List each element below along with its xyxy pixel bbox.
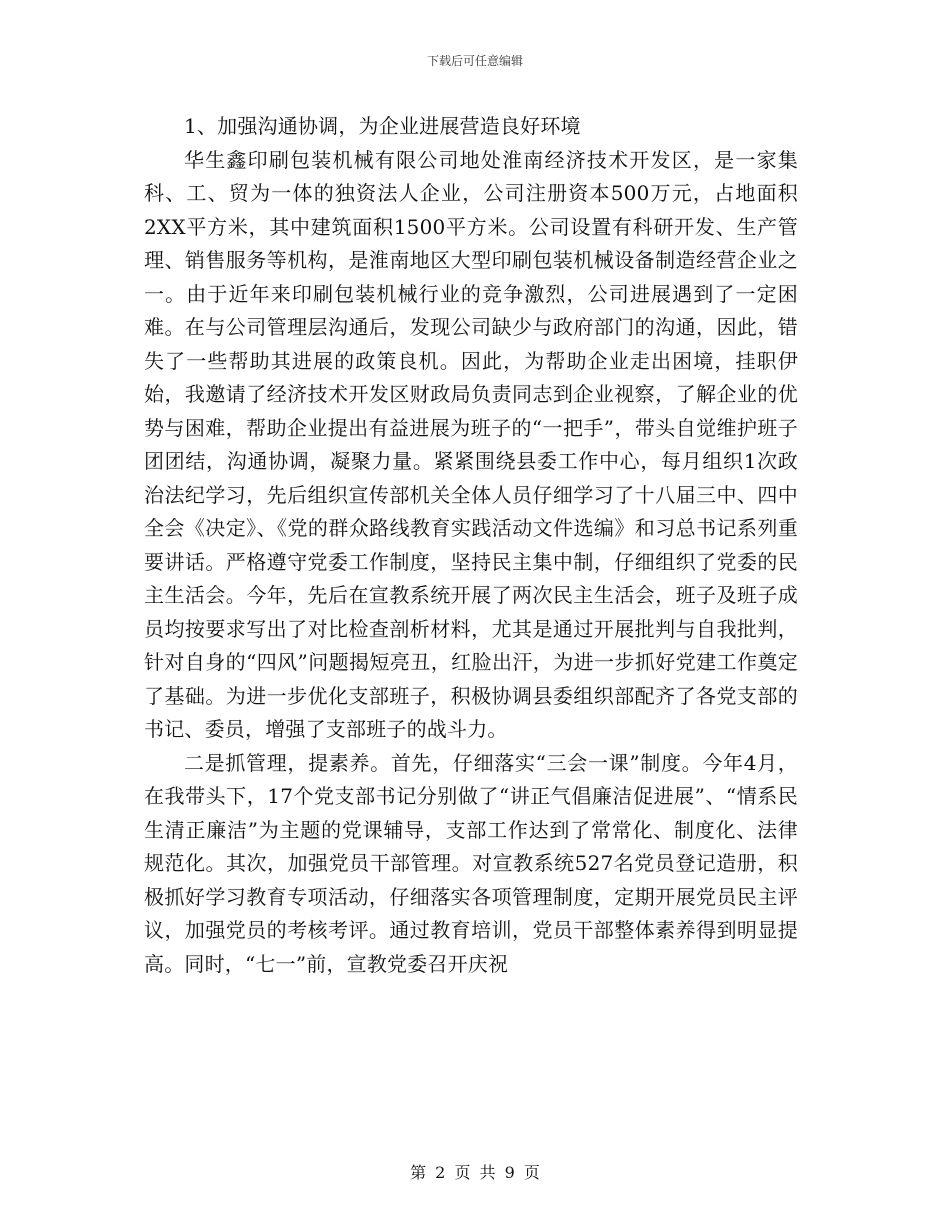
section-heading: 1、加强沟通协调，为企业进展营造良好环境 (184, 114, 581, 138)
page-footer-number: 第 2 页 共 9 页 (410, 1163, 540, 1182)
body-paragraph: 华生鑫印刷包装机械有限公司地处淮南经济技术开发区，是一家集科、工、贸为一体的独资法人企业，公司注册资本500万元，占地面积2XX平方米，其中建筑面积1500平方米。公司设置有科研开发、生产管理、销售服务等机构，是淮南地区大型印刷包装机械设备制造经营企业之一。由于近年来印刷包装机械行业的竞争激烈，公司进展遇到了一定困难。在与公司管理层沟通后，发现公司缺少与政府部门的沟通，因此，错失了一些帮助其进展的政策良机。因此，为帮助企业走出困境，挂职伊始，我邀请了经济技术开发区财政局负责同志到企业视察，了解企业的优势与困难，帮助企业提出有益进展为班子的“一把手”，带头自觉维护班子团团结，沟通协调，凝聚力量。紧紧围绕县委工作中心，每月组织1次政治法纪学习，先后组织宣传部机关全体人员仔细学习了十八届三中、四中全会《决定》、《党的群众路线教育实践活动文件选编》和习总书记系列重要讲话。严格遵守党委工作制度，坚持民主集中制，仔细组织了党委的民主生活会。今年，先后在宣教系统开展了两次民主生活会，班子及班子成员均按要求写出了对比检查剖析材料，尤其是通过开展批判与自我批判，针对自身的“四风”问题揭短亮丑，红脸出汗，为进一步抓好党建工作奠定了基础。为进一步优化支部班子，积极协调县委组织部配齐了各党支部的书记、委员，增强了支部班子的战斗力。 (144, 147, 798, 741)
body-paragraph: 二是抓管理，提素养。首先，仔细落实“三会一课”制度。今年4月，在我带头下，17个党支部书记分别做了“讲正气倡廉洁促进展”、“情系民生清正廉洁”为主题的党课辅导，支部工作达到了常常化、制度化、法律规范化。其次，加强党员干部管理。对宣教系统527名党员登记造册，积极抓好学习教育专项活动，仔细落实各项管理制度，定期开展党员民主评议，加强党员的考核考评。通过教育培训，党员干部整体素养得到明显提高。同时，“七一”前，宣教党委召开庆祝 (144, 750, 798, 976)
page-header: 下载后可任意编辑 (426, 54, 523, 68)
document-body (144, 110, 798, 981)
